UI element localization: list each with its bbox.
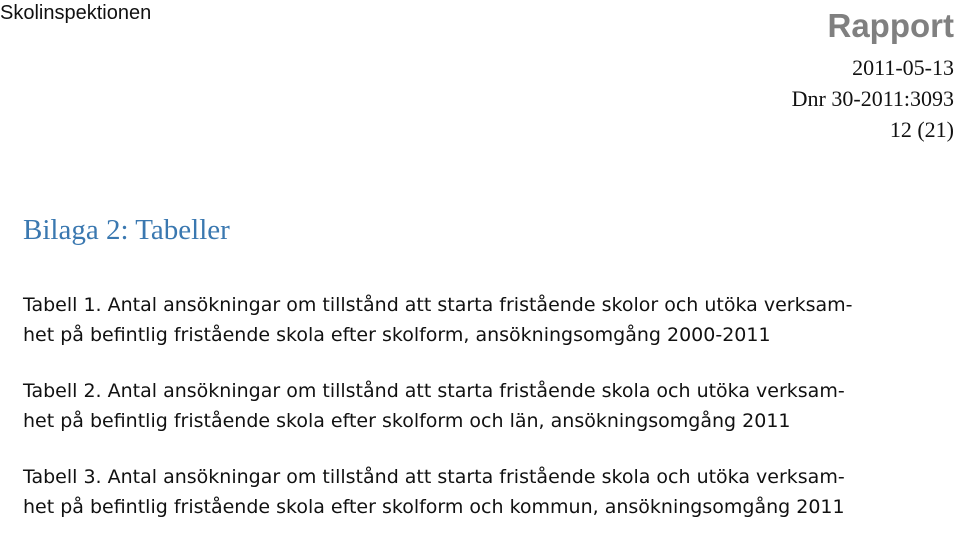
document-type: Rapport — [827, 7, 954, 44]
table-caption-3-line-1: Tabell 3. Antal ansökningar om tillstånd att starta fristående skola och utöka verksam- — [23, 466, 845, 488]
appendix-title: Bilaga 2: Tabeller — [23, 214, 230, 246]
document-date: 2011-05-13 — [852, 55, 954, 80]
table-caption-1-line-2: het på befintlig fristående skola efter skolform, ansökningsomgång 2000-2011 — [23, 324, 771, 346]
table-caption-3-line-2: het på befintlig fristående skola efter skolform och kommun, ansökningsomgång 2011 — [23, 496, 845, 518]
table-caption-2-line-1: Tabell 2. Antal ansökningar om tillstånd att starta fristående skola och utöka verksam- — [23, 380, 845, 402]
organization-name: Skolinspektionen — [0, 2, 152, 24]
document-meta — [792, 4, 954, 145]
table-caption-1-line-1: Tabell 1. Antal ansökningar om tillstånd att starta fristående skolor och utöka verksam- — [23, 294, 853, 316]
page-number: 12 (21) — [889, 117, 954, 142]
table-caption-list — [23, 290, 953, 548]
table-caption-2 — [23, 376, 953, 436]
table-caption-2-line-2: het på befintlig fristående skola efter skolform och län, ansökningsomgång 2011 — [23, 410, 791, 432]
document-reference-number: Dnr 30-2011:3093 — [791, 86, 954, 111]
table-caption-3 — [23, 462, 953, 522]
table-caption-1 — [23, 290, 953, 350]
